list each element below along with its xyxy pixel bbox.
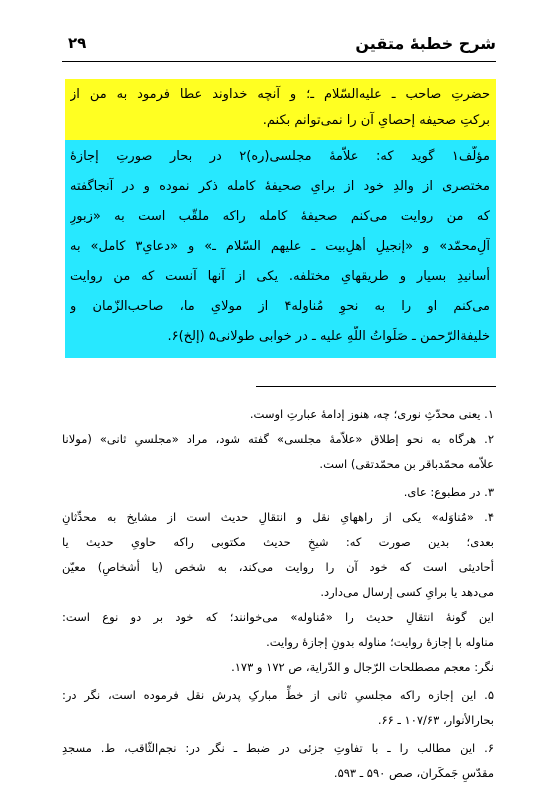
main-line: أسانیدِ بسیار و طریقهایِ مختلفه. یکی از آنها آنست که من روایت (70, 269, 490, 284)
main-line: خلیفةالرّحمن ـ صَلَواتُ اللّهِ علیه ـ در خوابی طولانی۵ (إلخ)۶. (167, 329, 490, 344)
running-title: شرح خطبهٔ متقین (355, 34, 496, 53)
footnote-line: ۶. این مطالب را ـ با تفاوتِ جزئی در ضبط ـ نگر در: نجم‌الثّاقب، ط. مسجدِ (62, 741, 494, 755)
footnote-line: می‌دهد یا برایِ کسی إرسال می‌دارد. (320, 585, 494, 599)
footnote-line: مناوله با إجازهٔ روایت؛ مناوله بدونِ إجازهٔ روایت. (266, 635, 494, 649)
main-line: آلِ‌محمّد» و «إنجیلِ أهلِ‌بیت ـ علیهم السّلام ـ» و «دعایِ۳ کامل» به (70, 239, 490, 254)
footnote-line: این گونهٔ انتقالِ حدیث را «مُناوله» می‌خوانند؛ که خود بر دو نوع است: (62, 610, 494, 624)
main-line: مختصری از والدِ خود از برایِ صحیفهٔ کامله ذکر نموده و در آنجاگفته (70, 179, 490, 194)
footnote-line: بعدی؛ بدین صورت که: شیخِ حدیث مکتوبی راکه حاویِ حدیث یا (62, 535, 494, 549)
footnote-line: ۳. در مطبوع: عای. (403, 485, 494, 499)
footnote-line: مقدّسِ جَمکَران، صص ۵۹۰ ـ ۵۹۳. (333, 766, 494, 780)
footnote-separator (256, 386, 496, 387)
main-line: حضرتِ صاحب ـ علیه‌السّلام ـ؛ و آنچه خداوند عطا فرمود به من از (70, 87, 490, 102)
main-line: مؤلّف۱ گوید که: علاّمهٔ مجلسی(ره)۲ در بحار صورتِ إجازهٔ (70, 149, 490, 164)
footnote-line: ۴. «مُناوَله» یکی از راههایِ نقل و انتقالِ حدیث است از مشایخ به محدِّثانِ (62, 510, 494, 524)
main-line: که من روایت می‌کنم صحیفهٔ کامله راکه ملقّب است به «زبورِ (70, 209, 490, 224)
header-divider (62, 61, 496, 62)
footnote-line: علاّمه محمّدباقر بن محمّدتقی) است. (319, 457, 494, 471)
footnote-line: ۲. هرگاه به نحو إطلاق «علاّمهٔ مجلسی» گفته شود، مراد «مجلسیِ ثانی» (مولانا (62, 432, 494, 446)
footnote-line: ۱. یعنی محدّثِ نوری؛ چه، هنوز إدامهٔ عبارتِ اوست. (249, 407, 494, 421)
footnote-line: ۵. این إجازه راکه مجلسیِ ثانی از خطِّ مبارکِ پدرش نقل فرموده است، نگر در: (62, 688, 494, 702)
page-header (62, 30, 496, 60)
footnote-line: بحارالأنوار، ۱۰۷/۶۳ ـ ۶۶. (377, 713, 494, 727)
main-line: برکتِ صحیفه إحصایِ آن را نمی‌توانم بکنم. (262, 113, 490, 128)
footnote-line: أحادیثی است که خود آن را روایت می‌کند، به شخص (یا أشخاصِ) معیّن (62, 560, 494, 574)
footnote-line: نگر: معجم مصطلحات الرّجال و الدّرایة، ص ۱۷۲ و ۱۷۳. (231, 660, 494, 674)
main-line: می‌کنم او را به نحوِ مُناوله۴ از مولایِ ما، صاحب‌الزّمان و (70, 299, 490, 314)
page-number: ۲۹ (68, 34, 87, 52)
